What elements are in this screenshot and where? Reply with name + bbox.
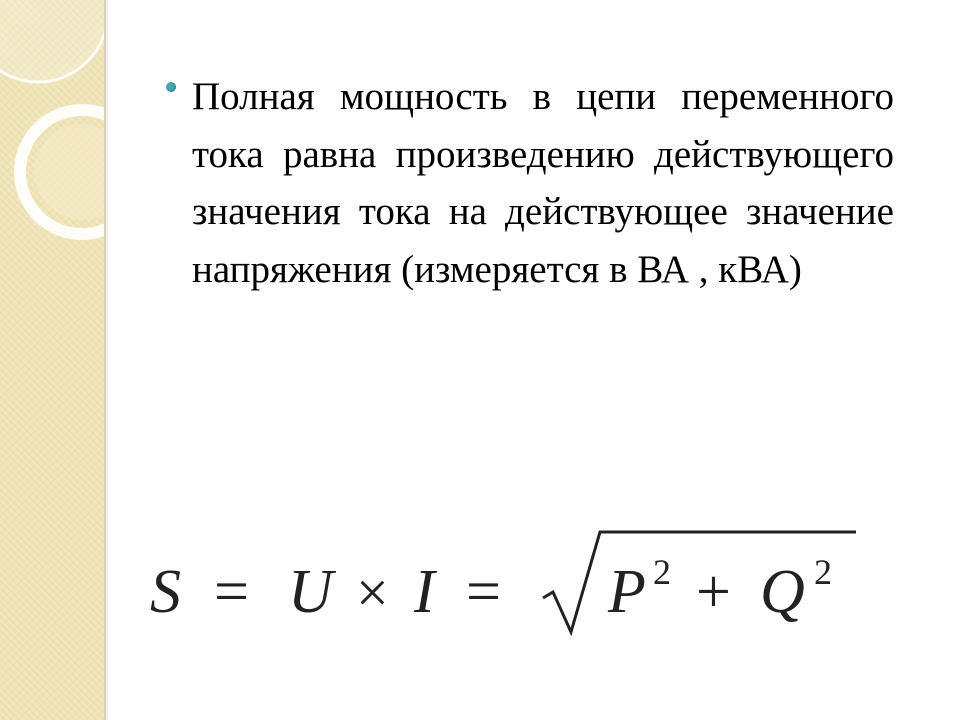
formula-plus: +	[696, 558, 731, 626]
formula-p-exponent: 2	[653, 552, 671, 592]
formula-q-exponent: 2	[814, 552, 832, 592]
decorative-circles	[0, 0, 104, 720]
bullet-point	[166, 82, 176, 92]
power-formula	[148, 520, 868, 650]
formula-svg	[148, 520, 868, 650]
formula-q: Q	[760, 558, 805, 626]
slide-body-text: Полная мощность в цепи переменного тока равна произведению действующего значения тока на действующее значение напряжения (измеряется в ВА , кВА)	[192, 75, 894, 291]
formula-p: P	[608, 558, 646, 626]
formula-equals-1: =	[214, 558, 249, 626]
decorative-side-panel	[0, 0, 104, 720]
formula-s: S	[150, 558, 181, 626]
formula-i: I	[414, 558, 435, 626]
formula-u: U	[288, 558, 333, 626]
panel-divider-shadow	[106, 0, 108, 720]
formula-times: ×	[356, 560, 389, 625]
formula-equals-2: =	[466, 558, 501, 626]
